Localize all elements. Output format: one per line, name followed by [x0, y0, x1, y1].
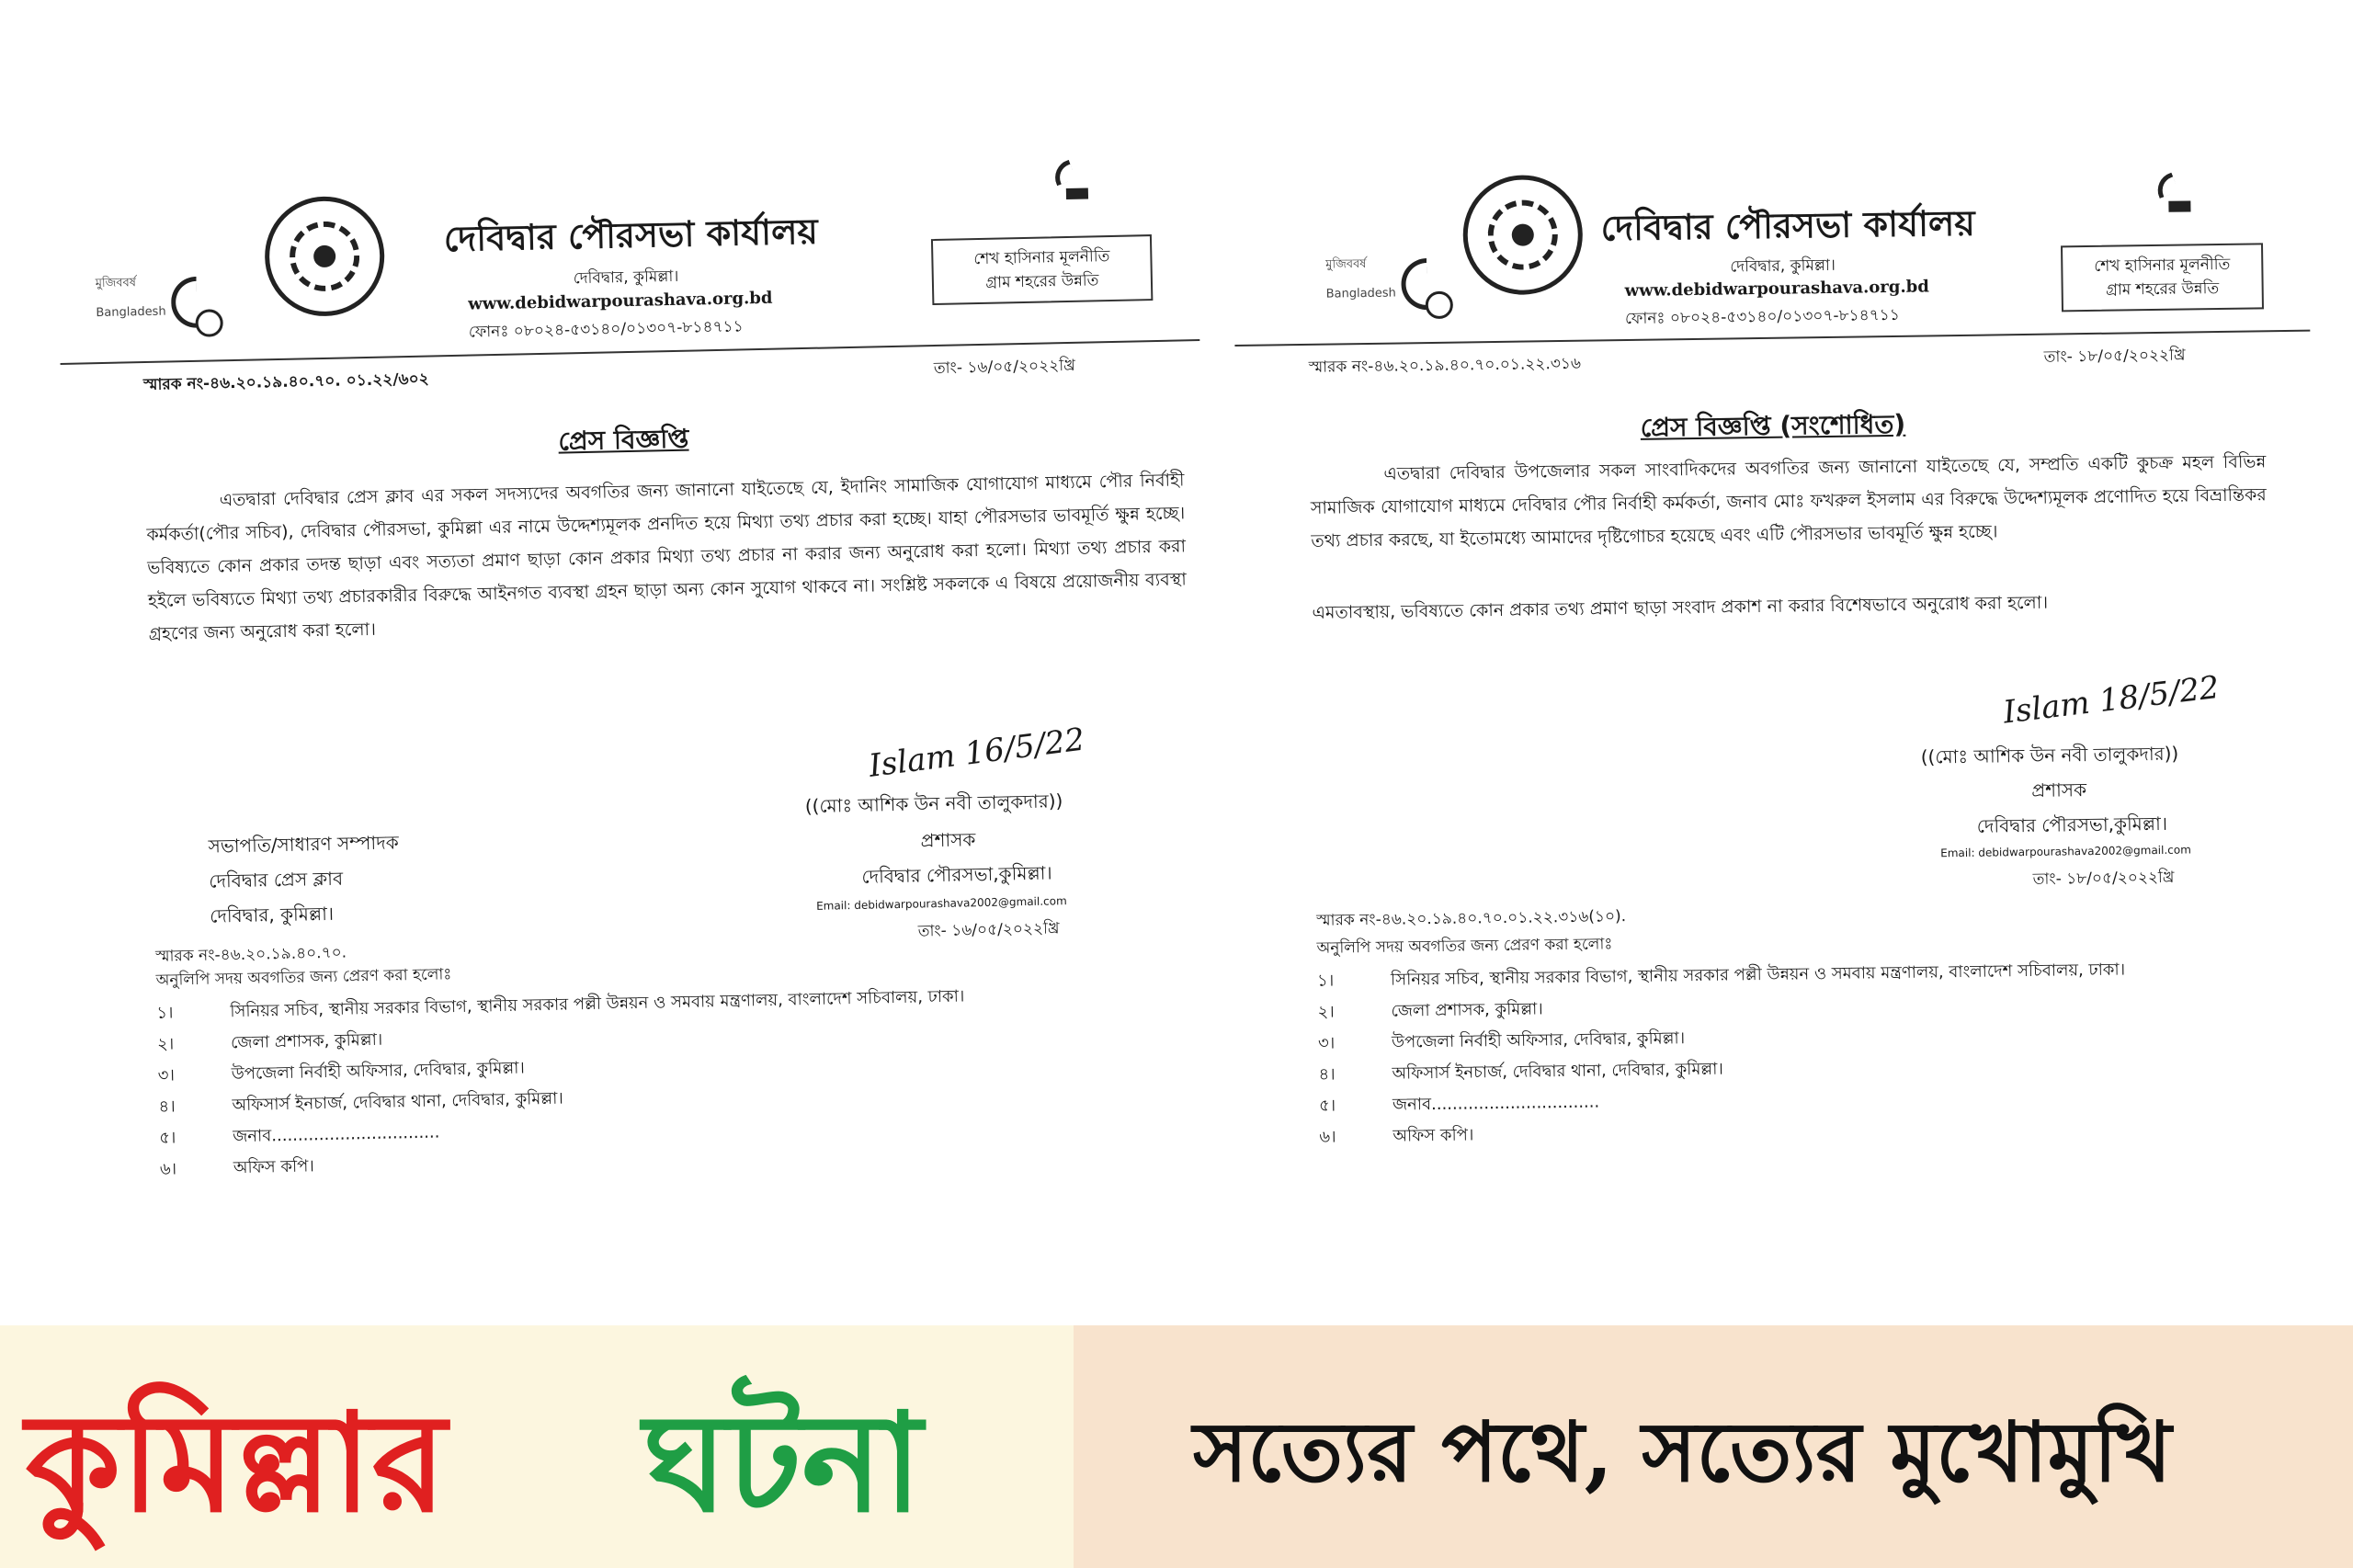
document-heading: প্রেস বিজ্ঞপ্তি (সংশোধিত) [1640, 408, 1906, 443]
document-heading: প্রেস বিজ্ঞপ্তি [558, 423, 689, 457]
issue-date: তাং- ১৮/০৫/২০২২খ্রি [2043, 346, 2186, 367]
brand-name-part1: কুমিল্লার [26, 1384, 447, 1542]
signer-date: তাং- ১৬/০৫/২০২২খ্রি [917, 919, 1060, 941]
copy-item-text: অফিসার্স ইনচার্জ, দেবিদ্বার থানা, দেবিদ্বার, কুমিল্লা। [1392, 1059, 1723, 1084]
signer-office: দেবিদ্বার পৌরসভা,কুমিল্লা। [861, 861, 1052, 888]
handwritten-signature: Islam 16/5/22 [867, 721, 1087, 785]
document-body-2: এমতাবস্থায়, ভবিষ্যতে কোন প্রকার তথ্য প্রমাণ ছাড়া সংবাদ প্রকাশ না করার বিশেষভাবে অনুরোধ করা হলো। [1312, 592, 2049, 623]
slogan-box [2061, 243, 2264, 312]
slogan-line-1: শেখ হাসিনার মূলনীতি [2094, 255, 2231, 276]
office-phone: ফোনঃ ০৮০২৪-৫৩১৪০/০১৩০৭-৮১৪৭১১ [468, 317, 744, 342]
document-body: এতদ্বারা দেবিদ্বার উপজেলার সকল সাংবাদিকদের অবগতির জন্য জানানো যাইতেছে যে, সম্প্রতি একটি কুচক্র মহল বিভিন্ন সামাজিক যোগাযোগ মাধ্যমে দেবিদ্বার পৌর নির্বাহী কর্মকর্তা, জনাব মোঃ ফখরুল ইসলাম এর বিরুদ্ধে উদ্দেশ্যমূলক প্রণোদিত হয়ে বিভ্রান্তিকর তথ্য প্রচার করছে, যা ইতোমধ্যে আমাদের দৃষ্টিগোচর হয়েছে এবং এটি পৌরসভার ভাবমূর্তি ক্ষুন্ন হচ্ছে। [1310, 451, 2267, 551]
copy-item-text: সিনিয়র সচিব, স্থানীয় সরকার বিভাগ, স্থানীয় সরকার পল্লী উন্নয়ন ও সমবায় মন্ত্রণালয়, বাংলাদেশ সচিবালয়, ঢাকা। [1390, 960, 2126, 990]
copy-item-number: ৪। [158, 1096, 176, 1117]
slogan-line-2: গ্রাম শহরের উন্নতি [2106, 279, 2220, 300]
copy-item-text: অফিসার্স ইনচার্জ, দেবিদ্বার থানা, দেবিদ্বার, কুমিল্লা। [232, 1088, 563, 1116]
copy-item-number: ৬। [159, 1159, 177, 1179]
slogan-box [931, 234, 1153, 305]
logo-text: মুজিববর্ষ [95, 276, 137, 291]
mujib-borsho-logo [95, 264, 207, 339]
office-phone: ফোনঃ ০৮০২৪-৫৩১৪০/০১৩০৭-৮১৪৭১১ [1624, 305, 1900, 329]
slogan-line-2: গ্রাম শহরের উন্নতি [985, 271, 1099, 292]
copy-item-number: ২। [1317, 1002, 1335, 1022]
signer-name: ((মোঃ আশিক উন নবী তালুকদার)) [804, 790, 1063, 818]
copy-item-number: ১। [1316, 971, 1335, 991]
issue-date: তাং- ১৬/০৫/২০২২খ্রি [933, 356, 1075, 379]
logo-text: মুজিববর্ষ [1325, 256, 1367, 272]
copy-item-number: ৫। [1318, 1096, 1336, 1116]
copy-item-number: ৩। [1317, 1033, 1336, 1053]
memo-number: স্মারক নং-৪৬.২০.১৯.৪০.৭০. ০১.২২/৬০২ [142, 369, 429, 395]
signer-title: প্রশাসক [920, 828, 976, 852]
memo-number: স্মারক নং-৪৬.২০.১৯.৪০.৭০.০১.২২.৩১৬ [1308, 354, 1582, 377]
signer-title: প্রশাসক [2031, 778, 2087, 801]
copy-item-text: জনাব................................ [1392, 1092, 1600, 1115]
copy-memo: স্মারক নং-৪৬.২০.১৯.৪০.৭০. [154, 943, 347, 966]
recipient-line-3: দেবিদ্বার, কুমিল্লা। [209, 902, 335, 927]
copy-intro: অনুলিপি সদয় অবগতির জন্য প্রেরণ করা হলোঃ [1316, 935, 1613, 958]
copy-item-number: ২। [156, 1034, 175, 1054]
logo-caption: Bangladesh [96, 304, 166, 321]
copy-item-text: জেলা প্রশাসক, কুমিল্লা। [230, 1029, 383, 1053]
copy-item-text: অফিস কপি। [233, 1156, 315, 1178]
logo-caption: Bangladesh [1325, 286, 1396, 301]
office-location: দেবিদ্বার, কুমিল্লা। [1730, 256, 1836, 277]
office-title: দেবিদ্বার পৌরসভা কার্যালয় [1600, 201, 1975, 249]
office-website: www.debidwarpourashava.org.bd [1624, 277, 1930, 301]
recipient-line-2: দেবিদ্বার প্রেস ক্লাব [209, 867, 344, 892]
copy-item-text: অফিস কপি। [1392, 1125, 1474, 1146]
pourashava-seal-icon [1462, 175, 1584, 296]
slogan-line-1: শেখ হাসিনার মূলনীতি [973, 247, 1110, 269]
copy-item-text: উপজেলা নির্বাহী অফিসার, দেবিদ্বার, কুমিল্লা। [1391, 1028, 1686, 1052]
copy-item-text: সিনিয়র সচিব, স্থানীয় সরকার বিভাগ, স্থানীয় সরকার পল্লী উন্নয়ন ও সমবায় মন্ত্রণালয়, বাংলাদেশ সচিবালয়, ঢাকা। [230, 986, 965, 1022]
tagline: সত্যের পথে, সত্যের মুখোমুখি [1193, 1403, 2172, 1501]
signer-email: Email: debidwarpourashava2002@gmail.com [815, 894, 1067, 913]
office-location: দেবিদ্বার, কুমিল্লা। [573, 267, 679, 289]
pourashava-seal-icon [264, 196, 386, 318]
copy-list [156, 978, 1125, 1186]
mujib-borsho-logo [1325, 245, 1437, 321]
copy-list [1317, 953, 2239, 1153]
pencil-mark-icon [1049, 163, 1086, 210]
brand-name-part2: ঘটনা [643, 1384, 923, 1542]
copy-item-text: উপজেলা নির্বাহী অফিসার, দেবিদ্বার, কুমিল্লা। [231, 1058, 526, 1085]
copy-item-number: ৪। [1318, 1064, 1336, 1085]
office-website: www.debidwarpourashava.org.bd [468, 288, 773, 314]
press-release-original [55, 96, 1228, 1268]
copy-item-text: জনাব................................ [232, 1122, 440, 1147]
pencil-mark-icon [2152, 175, 2189, 222]
copy-item-number: ৬। [1319, 1127, 1336, 1147]
document-body: এতদ্বারা দেবিদ্বার প্রেস ক্লাব এর সকল সদস্যদের অবগতির জন্য জানানো যাইতেছে যে, ইদানিং সামাজিক যোগাযোগ মাধ্যমে পৌর নির্বাহী কর্মকর্তা(পৌর সচিব), দেবিদ্বার পৌরসভা, কুমিল্লা এর নামে উদ্দেশ্যমূলক প্রনদিত হয়ে মিথ্যা তথ্য প্রচার করা হচ্ছে। যাহা পৌরসভার ভাবমূর্তি ক্ষুন্ন হচ্ছে। ভবিষ্যতে কোন প্রকার তদন্ত ছাড়া এবং সত্যতা প্রমাণ ছাড়া কোন প্রকার মিথ্যা তথ্য প্রচার না করার জন্য অনুরোধ করা হলো। মিথ্যা তথ্য প্রচার করা হইলে ভবিষ্যতে মিথ্যা তথ্য প্রচারকারীর বিরুদ্ধে আইনগত ব্যবস্থা গ্রহন ছাড়া অন্য কোন সুযোগ থাকবে না। সংশ্লিষ্ট সকলকে এ বিষয়ে প্রয়োজনীয় ব্যবস্থা গ্রহণের জন্য অনুরোধ করা হলো। [146, 470, 1187, 644]
signer-date: তাং- ১৮/০৫/২০২২খ্রি [2032, 868, 2175, 889]
brand-banner [0, 1325, 1074, 1568]
press-release-revised [1232, 105, 2322, 1176]
copy-item-text: জেলা প্রশাসক, কুমিল্লা। [1391, 999, 1543, 1021]
tagline-banner [1074, 1325, 2353, 1568]
copy-item-number: ৫। [159, 1128, 176, 1148]
signer-office: দেবিদ্বার পৌরসভা,কুমিল্লা। [1976, 812, 2168, 837]
copy-item-number: ১। [156, 1003, 174, 1023]
copy-item-number: ৩। [157, 1065, 176, 1085]
signer-name: ((মোঃ আশিক উন নবী তালুকদার)) [1920, 742, 2179, 768]
signer-email: Email: debidwarpourashava2002@gmail.com [1940, 843, 2191, 860]
office-title: দেবিদ্বার পৌরসভা কার্যালয় [443, 210, 819, 260]
handwritten-signature: Islam 18/5/22 [2001, 668, 2222, 732]
copy-memo: স্মারক নং-৪৬.২০.১৯.৪০.৭০.০১.২২.৩১৬(১০). [1316, 907, 1627, 930]
copy-intro: অনুলিপি সদয় অবগতির জন্য প্রেরণ করা হলোঃ [155, 965, 452, 990]
recipient-line-1: সভাপতি/সাধারণ সম্পাদক [208, 831, 399, 858]
